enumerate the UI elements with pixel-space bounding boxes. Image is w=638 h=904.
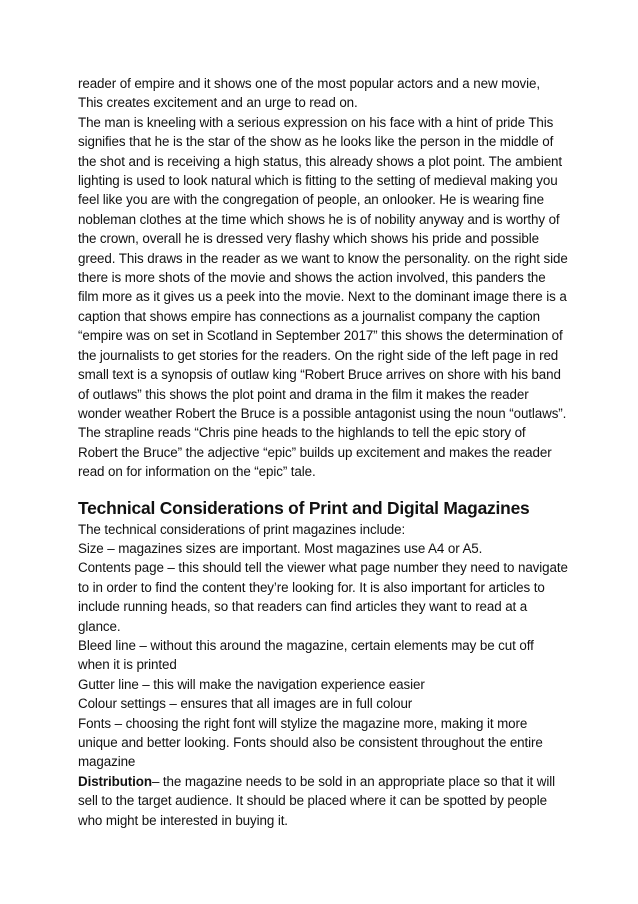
intro-line: The technical considerations of print magazines include: <box>78 521 406 537</box>
fonts-item: Fonts – choosing the right font will stylize the magazine more, making it more unique and better looking. Fonts should also be consistent throughout the entire magazine <box>78 715 543 770</box>
technical-considerations-list <box>78 520 568 831</box>
analysis-paragraph-2: The man is kneeling with a serious expression on his face with a hint of pride This signifies that he is the star of the show as he looks like the person in the middle of the shot and is receiving a high status, this already shows a plot point. The ambient lighting is used to look natural which is fitting to the setting of medieval making you feel like you are with the congregation of people, an onlooker. He is wearing fine nobleman clothes at the time which shows he is of nobility anyway and is worthy of the crown, overall he is dressed very flashy which shows his pride and possible greed. This draws in the reader as we want to know the personality. on the right side there is more shots of the movie and shows the action involved, this panders the film more as it gives us a peek into the movie. Next to the dominant image there is a caption that shows empire has connections as a journalist company the caption “empire was on set in Scotland in September 2017” this shows the determination of the journalists to get stories for the readers. On the right side of the left page in red small text is a synopsis of outlaw king “Robert Bruce arrives on shore with his band of outlaws” this shows the plot point and drama in the film it makes the reader wonder weather Robert the Bruce is a possible antagonist using the noun “outlaws”. The strapline reads “Chris pine heads to the highlands to tell the epic story of Robert the Bruce” the adjective “epic” builds up excitement and makes the reader read on for information on the “epic” tale. <box>78 114 568 480</box>
analysis-paragraph-1: reader of empire and it shows one of the most popular actors and a new movie, This creates excitement and an urge to read on. <box>78 76 540 111</box>
section-heading: Technical Considerations of Print and Digital Magazines <box>78 497 530 518</box>
size-item: Size – magazines sizes are important. Most magazines use A4 or A5. <box>78 540 483 556</box>
distribution-item <box>78 772 568 830</box>
distribution-text: – the magazine needs to be sold in an appropriate place so that it will sell to the target audience. It should be placed where it can be spotted by people who might be interested in buying it. <box>78 773 555 828</box>
contents-page-item: Contents page – this should tell the viewer what page number they need to navigate to in order to find the content they’re looking for. It is also important for articles to include running heads, so that readers can find articles they want to read at a glance. <box>78 560 568 634</box>
colour-settings-item: Colour settings – ensures that all images are in full colour <box>78 696 413 712</box>
distribution-label: Distribution <box>78 773 152 789</box>
document-page <box>78 74 568 830</box>
bleed-line-item: Bleed line – without this around the magazine, certain elements may be cut off when it is printed <box>78 637 534 673</box>
gutter-line-item: Gutter line – this will make the navigation experience easier <box>78 676 425 692</box>
